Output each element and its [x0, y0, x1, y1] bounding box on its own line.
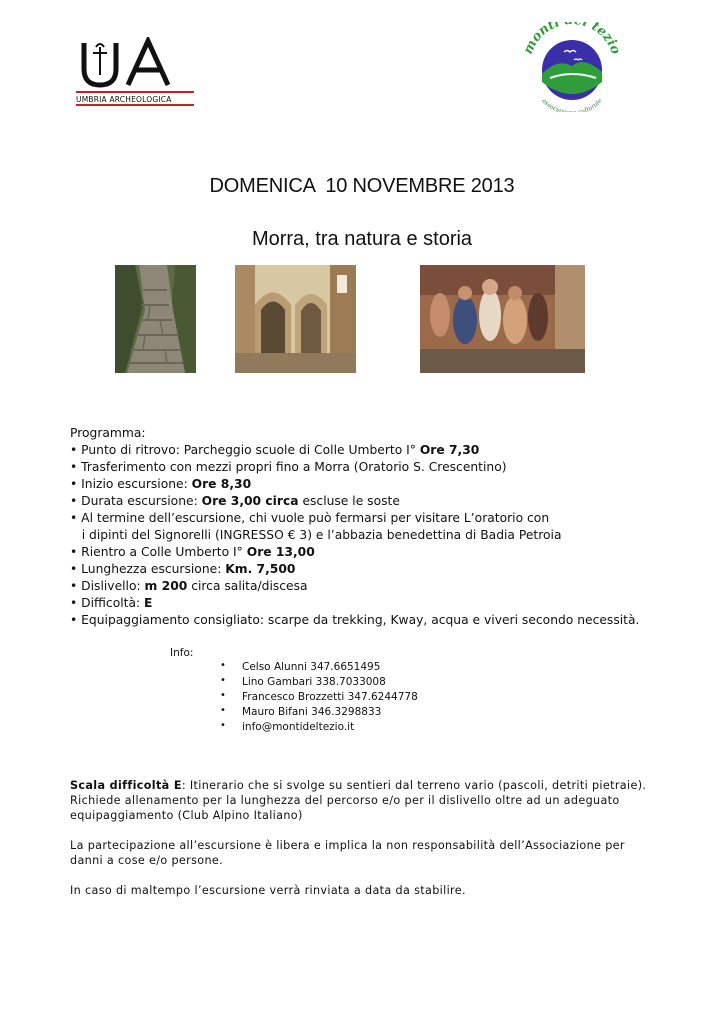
- contact-email: info@montideltezio.it: [242, 721, 355, 733]
- program-item: • Durata escursione: Ore 3,00 circa escluse le soste: [70, 494, 400, 508]
- ua-underline: [76, 104, 194, 106]
- program-item: • Difficoltà: E: [70, 596, 153, 610]
- program-item: • Trasferimento con mezzi propri fino a Morra (Oratorio S. Crescentino): [70, 460, 507, 474]
- contact-item: Celso Alunni 347.6651495: [242, 661, 381, 673]
- weather-note: In caso di maltempo l’escursione verrà rinviata a data da stabilire.: [70, 884, 466, 897]
- event-subtitle: Morra, tra natura e storia: [251, 228, 473, 250]
- abbey-ruins-photo: [235, 265, 356, 373]
- umbria-archeologica-logo: [72, 33, 196, 109]
- bullet-icon: •: [220, 675, 226, 686]
- bullet-icon: •: [220, 660, 226, 671]
- bullet-icon: •: [220, 705, 226, 716]
- ua-letters-graphic: [76, 37, 188, 89]
- mdt-caption-text: associaz ulturale: [540, 97, 604, 112]
- bullet-icon: •: [220, 720, 226, 731]
- bullet-icon: •: [220, 690, 226, 701]
- contact-item: Francesco Brozzetti 347.6244778: [242, 691, 418, 703]
- program-heading: Programma:: [70, 426, 146, 440]
- event-date-title: DOMENICA 10 NOVEMBRE 2013: [209, 175, 515, 197]
- program-item: • Punto di ritrovo: Parcheggio scuole di Colle Umberto I° Ore 7,30: [70, 443, 480, 457]
- program-item: • Dislivello: m 200 circa salita/discesa: [70, 579, 308, 593]
- program-item: • Al termine dell’escursione, chi vuole può fermarsi per visitare L’oratorio con: [70, 511, 550, 525]
- program-item: • Equipaggiamento consigliato: scarpe da trekking, Kway, acqua e viveri secondo necessità.: [70, 613, 640, 627]
- program-item: • Inizio escursione: Ore 8,30: [70, 477, 252, 491]
- contact-item: Lino Gambari 338.7033008: [242, 676, 386, 688]
- mdt-name-text: monti l tezio: [522, 22, 622, 57]
- monti-del-tezio-logo: [522, 22, 622, 112]
- stone-path-photo: [115, 265, 196, 373]
- participation-note: La partecipazione all’escursione è libera e implica la non responsabilità dell’Associazione per danni a cose e/o persone.: [70, 839, 625, 867]
- ua-caption: UMBRIA ARCHEOLOGICA: [76, 91, 194, 105]
- program-item: i dipinti del Signorelli (INGRESSO € 3) e l’abbazia benedettina di Badia Petroia: [70, 528, 562, 542]
- signorelli-fresco-photo: [420, 265, 585, 373]
- program-item: • Lunghezza escursione: Km. 7,500: [70, 562, 296, 576]
- contact-item: Mauro Bifani 346.3298833: [242, 706, 382, 718]
- info-label: Info:: [170, 647, 194, 659]
- difficulty-scale-note: Scala difficoltà E: Itinerario che si svolge su sentieri dal terreno vario (pascoli, detriti pietraie). Richiede allenamento per la lunghezza del percorso e/o per il dislivello oltre ad un adeguato equipaggiamento (Club Alpino Italiano): [70, 779, 647, 822]
- monti-del-tezio-emblem: [522, 22, 622, 112]
- program-item: • Rientro a Colle Umberto I° Ore 13,00: [70, 545, 315, 559]
